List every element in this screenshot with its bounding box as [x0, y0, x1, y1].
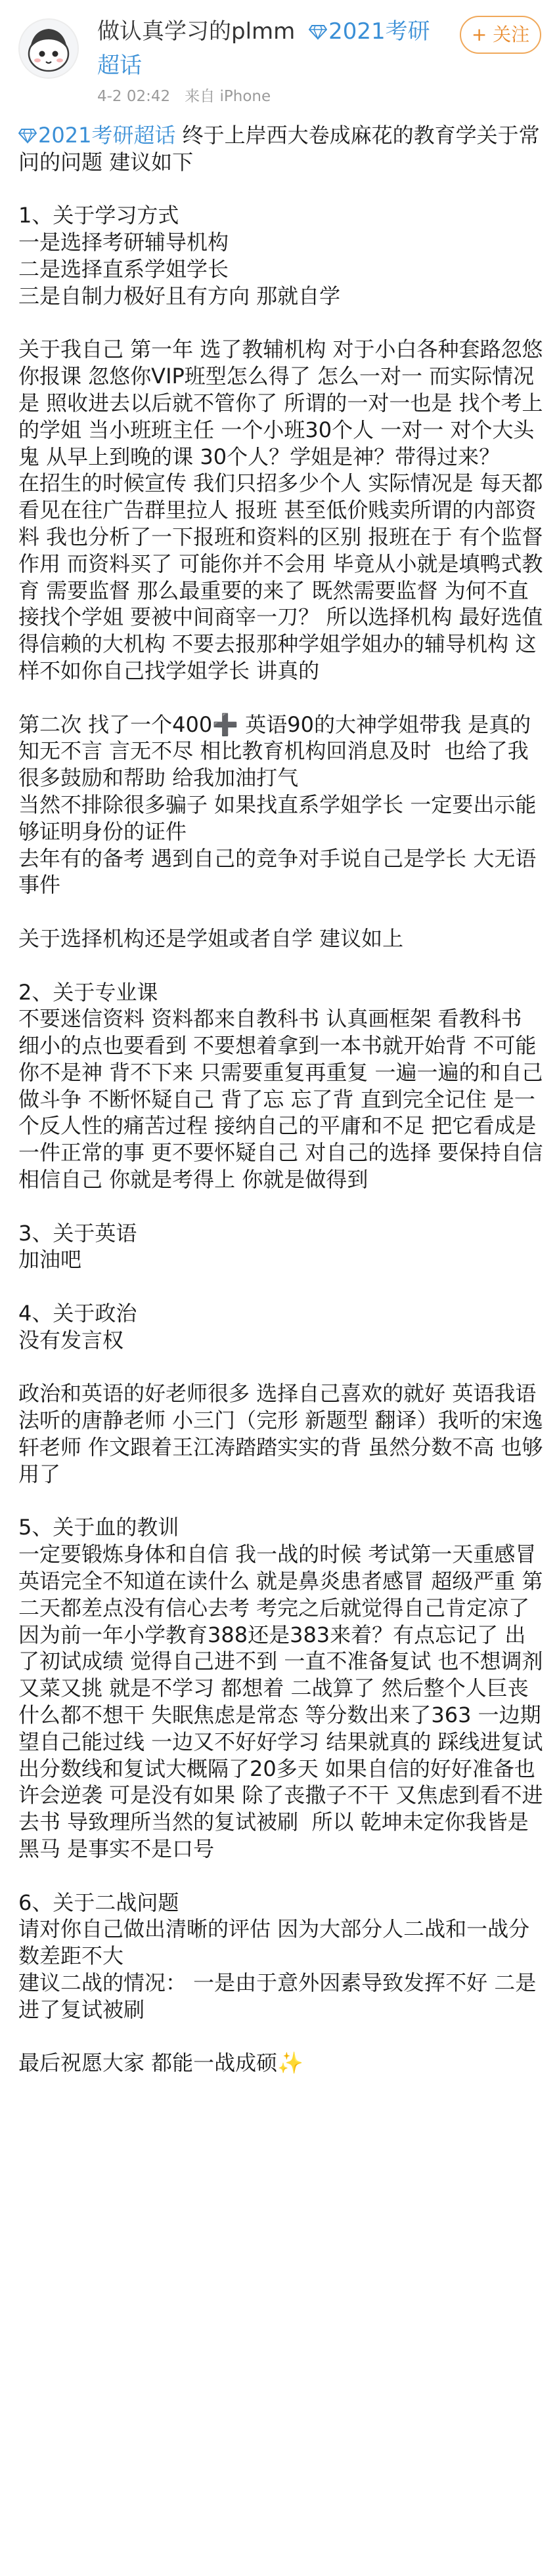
user-name[interactable]: 做认真学习的plmm [97, 18, 296, 45]
paragraph-second-try: 请对你自己做出清晰的评估 因为大部分人二战和一战分数差距不大 建议二战的情况： 一是由于意外因素导致发挥不好 二是进了复试被刷 [18, 1916, 537, 2022]
topic-link-label: 2021考研超话 [38, 123, 176, 148]
paragraph-english: 加油吧 [18, 1247, 82, 1273]
plus-emoji-icon: ➕ [212, 711, 239, 737]
user-avatar[interactable] [18, 18, 79, 79]
cartoon-avatar-icon [20, 20, 78, 77]
post-body [18, 122, 550, 2077]
follow-button[interactable]: + 关注 [460, 16, 541, 54]
paragraph-second-attempt-a: 第二次 找了一个400 [18, 711, 213, 737]
section-title-study-method: 1、关于学习方式 [18, 203, 179, 228]
diamond-icon [309, 24, 327, 40]
diamond-icon [18, 128, 37, 144]
topic-link[interactable] [18, 123, 175, 148]
post-time: 4-2 02:42 [97, 88, 171, 105]
section-title-english: 3、关于英语 [18, 1220, 137, 1246]
paragraph-politics: 没有发言权 [18, 1327, 124, 1353]
topic-badge-label: 2021考研超话 [97, 18, 430, 79]
post-header [0, 0, 557, 112]
section-title-politics: 4、关于政治 [18, 1301, 137, 1326]
paragraph-second-attempt-b: 英语90的大神学姐带我 是真的知无不言 言无不尽 相比教育机构回消息及时 也给了我很多鼓励和帮助 给我加油打气 当然不排除很多骗子 如果找直系学姐学长 一定要出示能够证明身份的证件 去年有的备考 遇到自己的竞争对手说自己是学长 大无语事件 [18, 711, 537, 898]
post-meta [97, 87, 285, 106]
section-title-second-try: 6、关于二战问题 [18, 1890, 179, 1915]
user-name-line [97, 14, 439, 83]
section-title-lessons: 5、关于血的教训 [18, 1515, 179, 1540]
closing-line: 最后祝愿大家 都能一战成硕 [18, 2050, 278, 2076]
paragraph-teachers: 政治和英语的好老师很多 选择自己喜欢的就好 英语我语法听的唐静老师 小三门（完形 新题型 翻译）我听的宋逸轩老师 作文跟着王江涛踏踏实实的背 虽然分数不高 也够用了 [18, 1381, 543, 1487]
study-method-conclusion: 关于选择机构还是学姐或者自学 建议如上 [18, 925, 404, 951]
post-source: 来自 iPhone [185, 88, 271, 105]
study-method-options: 一是选择考研辅导机构 二是选择直系学姐学长 三是自制力极好且有方向 那就自学 [18, 230, 341, 308]
sparkles-emoji-icon: ✨ [277, 2050, 304, 2076]
post-title: 终于上岸西大卷成麻花的教育学关于常问的问题 建议如下 [18, 123, 540, 175]
paragraph-major: 不要迷信资料 资料都来自教科书 认真画框架 看教科书 细小的点也要看到 不要想着拿到一本书就开始背 不可能 你不是神 背不下来 只需要重复再重复 一遍一遍的和自己做斗争 不断怀疑自己 背了忘 忘了背 直到完全记住 是一个反人性的痛苦过程 接纳自己的平庸和不足 把它看成是一件正常的事 更不要怀疑自己 对自己的选择 要保持自信 相信自己 你就是考得上 你就是做得到 [18, 1006, 550, 1193]
paragraph-first-attempt: 关于我自己 第一年 选了教辅机构 对于小白各种套路忽悠你报课 忽悠你VIP班型怎么得了 怎么一对一 而实际情况是 照收进去以后就不管你了 所谓的一对一也是 找个考上的学姐 当小班班主任 一个小班30个人 一对一 对个大头鬼 从早上到晚的课 30个人？学姐是神？带得过来？ 在招生的时候宣传 我们只招多少个人 实际情况是 每天都看见在往广告群里拉人 报班 甚至低价贱卖所谓的内部资料 我也分析了一下报班和资料的区别 报班在于 有个监督作用 而资料买了 可能你并不会用 毕竟从小就是填鸭式教育 需要监督 那么最重要的来了 既然需要监督 为何不直接找个学姐 要被中间商宰一刀？ 所以选择机构 最好选值得信赖的大机构 不要去报那种学姐学姐办的辅导机构 这样不如你自己找学姐学长 讲真的 [18, 337, 543, 683]
section-title-major: 2、关于专业课 [18, 979, 158, 1005]
paragraph-lessons: 一定要锻炼身体和自信 我一战的时候 考试第一天重感冒 英语完全不知道在读什么 就是鼻炎患者感冒 超级严重 第二天都差点没有信心去考 考完之后就觉得自己肯定凉了 因为前一年小学教育388还是383来着？有点忘记了 出了初试成绩 觉得自己进不到 一直不准备复试 也不想调剂 又菜又挑 就是不学习 都想着 二战算了 然后整个人巨丧 什么都不想干 失眠焦虑是常态 等分数出来了363 一边期望自己能过线 一边又不好好学习 结果就真的 踩线进复试 出分数线和复试大概隔了20多天 如果自信的好好准备也许会逆袭 可是没有如果 除了丧撒子不干 又焦虑到看不进去书 导致理所当然的复试被刷 所以 乾坤未定你我皆是黑马 是事实不是口号 [18, 1542, 550, 1861]
